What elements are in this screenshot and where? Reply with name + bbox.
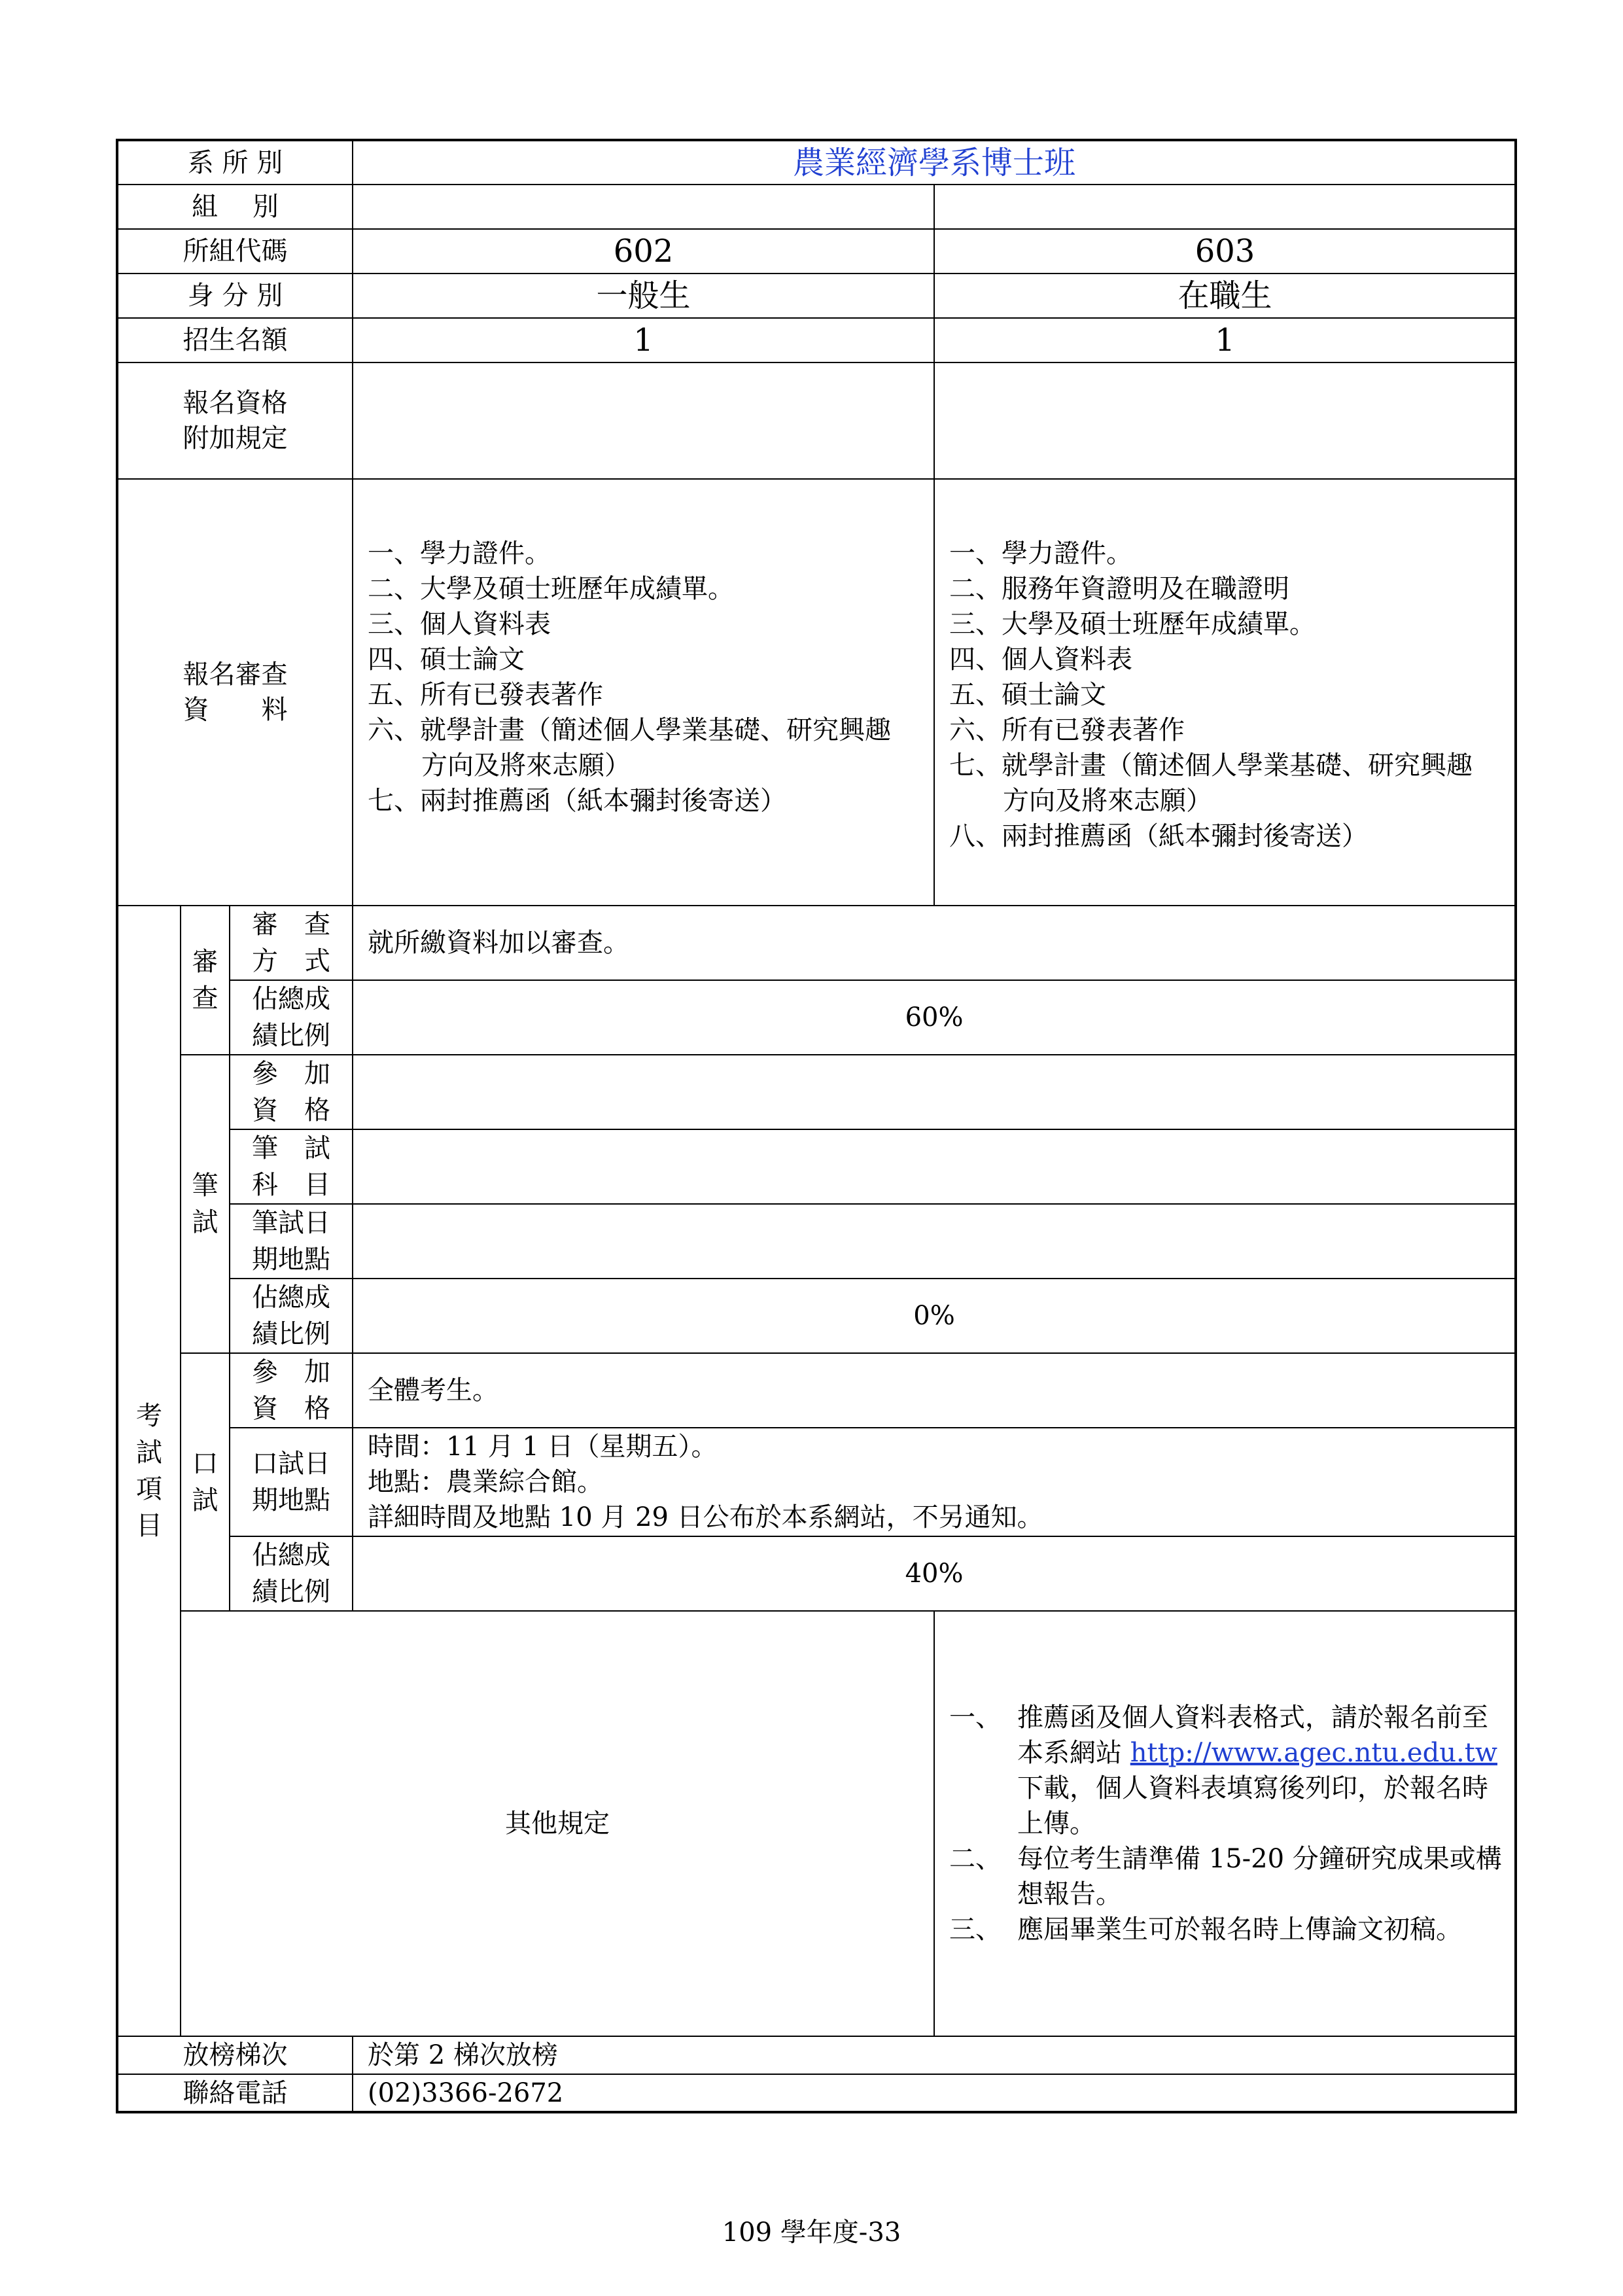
oral-eligibility-value: 全體考生。 (353, 1353, 1516, 1428)
page-footer: 109 學年度-33 (722, 2217, 901, 2248)
qualification-value-b (934, 362, 1516, 479)
written-eligibility-label: 參 加 資 格 (230, 1055, 353, 1129)
review-method-value: 就所繳資料加以審查。 (353, 906, 1516, 980)
oral-section-label: 口 試 (181, 1353, 230, 1611)
other-rule-2: 二、 每位考生請準備 15-20 分鐘研究成果或構想報告。 (949, 1844, 1502, 1909)
oral-eligibility-label: 參 加 資 格 (230, 1353, 353, 1428)
written-subject-value (353, 1129, 1516, 1204)
review-materials-label: 報名審查 資 料 (117, 479, 353, 906)
department-website-link[interactable]: http://www.agec.ntu.edu.tw (1130, 1738, 1497, 1768)
review-section-label: 審 查 (181, 906, 230, 1055)
quota-b: 1 (934, 318, 1516, 362)
oral-date-label: 口試日 期地點 (230, 1428, 353, 1536)
oral-ratio-value: 40% (353, 1536, 1516, 1611)
group-value-b (934, 185, 1516, 229)
written-subject-label: 筆 試 科 目 (230, 1129, 353, 1204)
review-materials-list-a: 一、學力證件。 二、大學及碩士班歷年成績單。 三、個人資料表 四、碩士論文 五、所有已發表著作 六、就學計畫（簡述個人學業基礎、研究興趣 方向及將來志願） 七、兩封推薦函（紙本彌封後寄送） (353, 479, 934, 906)
code-b: 603 (934, 229, 1516, 274)
quota-label: 招生名額 (117, 318, 353, 362)
other-rule-3: 三、 應屆畢業生可於報名時上傳論文初稿。 (949, 1915, 1463, 1945)
other-rules-label: 其他規定 (181, 1611, 934, 2036)
identity-b: 在職生 (934, 274, 1516, 318)
contact-value: (02)3366-2672 (353, 2074, 1516, 2112)
code-label: 所組代碼 (117, 229, 353, 274)
oral-date-value: 時間：11 月 1 日（星期五）。 地點：農業綜合館。 詳細時間及地點 10 月 29 日公布於本系網站，不另通知。 (353, 1428, 1516, 1536)
written-date-label: 筆試日 期地點 (230, 1204, 353, 1279)
dept-value: 農業經濟學系博士班 (353, 140, 1516, 185)
written-ratio-value: 0% (353, 1279, 1516, 1353)
review-ratio-label: 佔總成 績比例 (230, 980, 353, 1055)
ranking-label: 放榜梯次 (117, 2036, 353, 2074)
group-label: 組 別 (117, 185, 353, 229)
qualification-label: 報名資格 附加規定 (117, 362, 353, 479)
other-rules-value (934, 1611, 1516, 2036)
written-section-label: 筆 試 (181, 1055, 230, 1353)
review-method-label: 審 查 方 式 (230, 906, 353, 980)
other-rule-1: 一、 推薦函及個人資料表格式，請於報名前至本系網站 http://www.agec.ntu.edu.tw 下載，個人資料表填寫後列印，於報名時上傳。 (949, 1703, 1497, 1839)
contact-label: 聯絡電話 (117, 2074, 353, 2112)
review-materials-list-b: 一、學力證件。 二、服務年資證明及在職證明 三、大學及碩士班歷年成績單。 四、個人資料表 五、碩士論文 六、所有已發表著作 七、就學計畫（簡述個人學業基礎、研究興趣 方向及將來志願） 八、兩封推薦函（紙本彌封後寄送） (934, 479, 1516, 906)
written-eligibility-value (353, 1055, 1516, 1129)
identity-label: 身 分 別 (117, 274, 353, 318)
written-ratio-label: 佔總成 績比例 (230, 1279, 353, 1353)
ranking-value: 於第 2 梯次放榜 (353, 2036, 1516, 2074)
quota-a: 1 (353, 318, 934, 362)
review-ratio-value: 60% (353, 980, 1516, 1055)
code-a: 602 (353, 229, 934, 274)
qualification-value-a (353, 362, 934, 479)
admission-table (116, 139, 1517, 2113)
group-value-a (353, 185, 934, 229)
identity-a: 一般生 (353, 274, 934, 318)
written-date-value (353, 1204, 1516, 1279)
oral-ratio-label: 佔總成 績比例 (230, 1536, 353, 1611)
exam-items-label: 考 試 項 目 (117, 906, 181, 2036)
dept-label: 系 所 別 (117, 140, 353, 185)
